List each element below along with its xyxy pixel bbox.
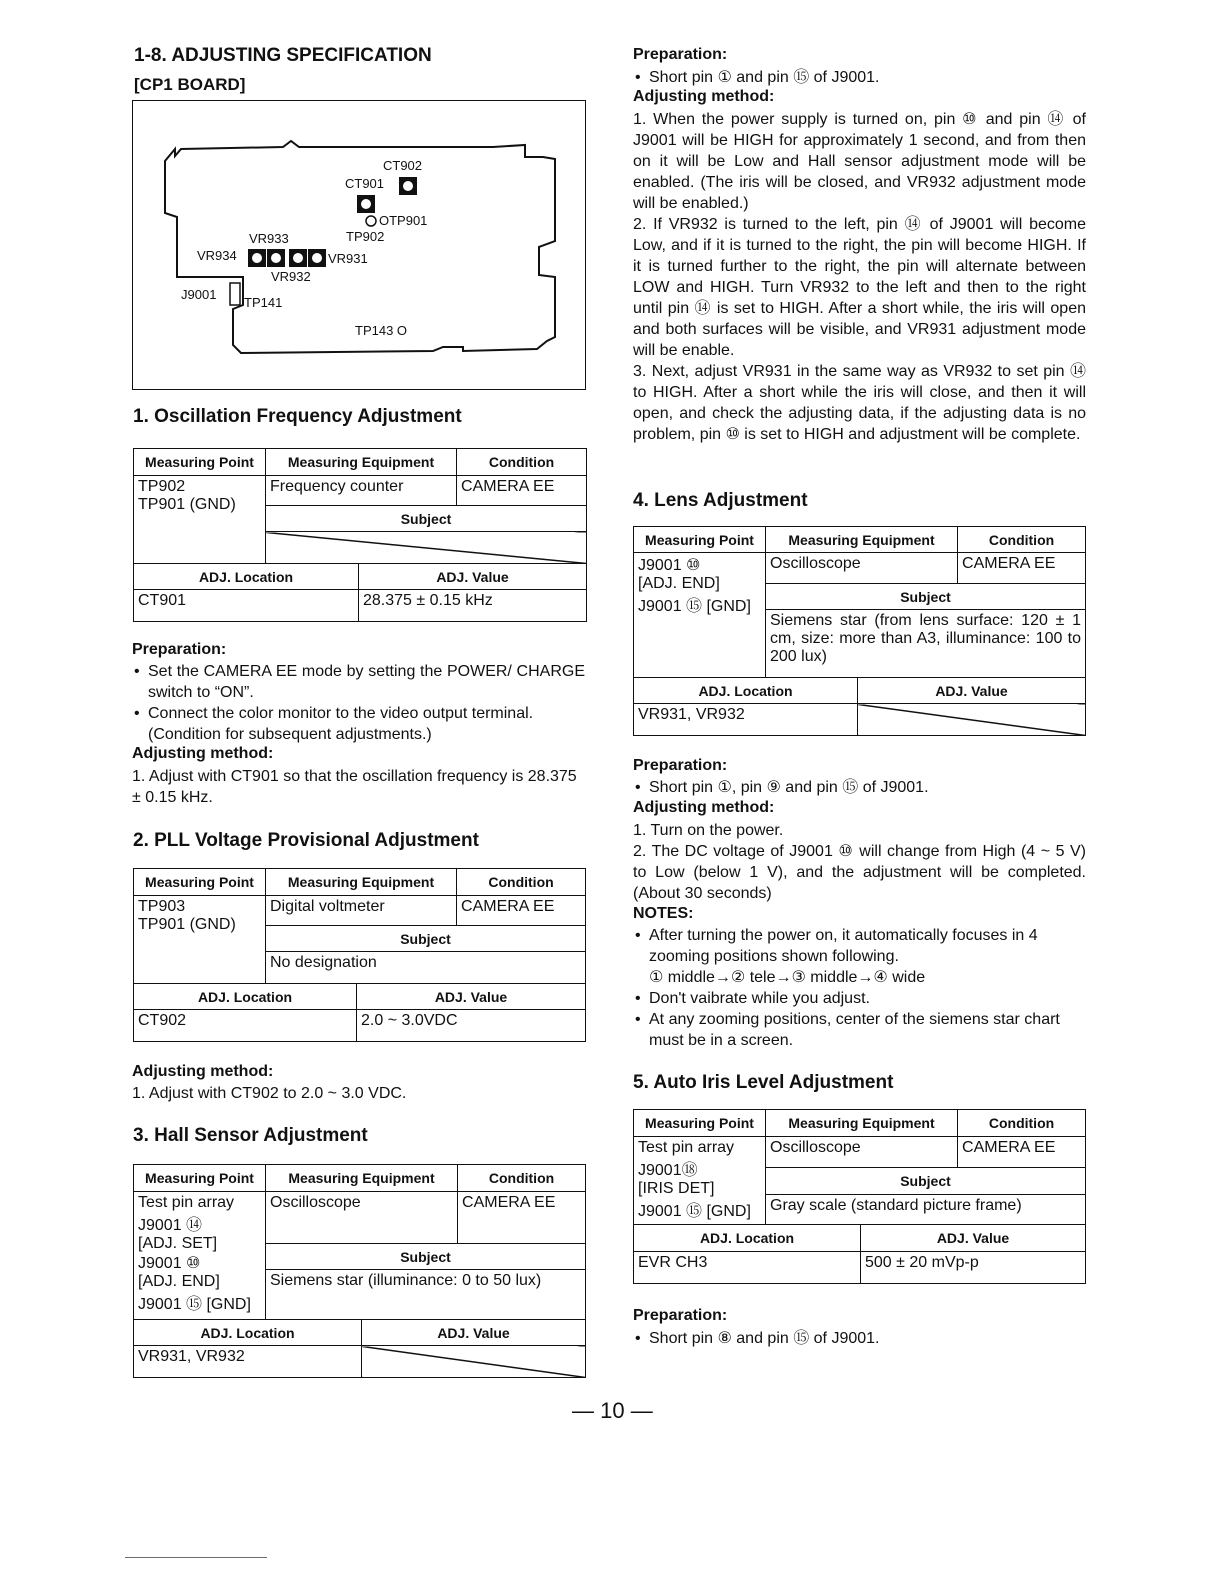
- label-vr932: VR932: [271, 269, 311, 284]
- hdr-measuring-equipment: Measuring Equipment: [266, 869, 457, 896]
- hdr-adj-value: ADJ. Value: [362, 1320, 586, 1346]
- s4-table: [633, 526, 1086, 736]
- s4-equipment: Oscilloscope: [766, 553, 958, 584]
- s4-method-1: 1. Turn on the power.: [633, 822, 784, 839]
- s4-condition: CAMERA EE: [958, 553, 1086, 584]
- s1-table: [133, 448, 587, 622]
- hdr-condition: Condition: [457, 449, 587, 476]
- s3-method-2: 2. If VR932 is turned to the left, pin ⑭ of J9001 will become Low, and if it is turned to the right, the pin will become HIGH. If it is turned further to the right, the pin will alternate between LOW and HIGH. Turn VR932 to the left and then to the right until pin ⑭ is set to HIGH. After a short while, the iris will open and both surfaces will be visible, and VR931 adjustment mode will be enable.: [633, 216, 1086, 359]
- footer-rule: [125, 1557, 267, 1558]
- hdr-adj-value: ADJ. Value: [357, 984, 586, 1010]
- s1-prep-label: Preparation:: [132, 641, 227, 658]
- hdr-measuring-equipment: Measuring Equipment: [266, 449, 457, 476]
- s4-note-3: • At any zooming positions, center of the siemens star chart must be in a screen.: [633, 1009, 1086, 1051]
- s5-prep-bullet: • Short pin ⑧ and pin ⑮ of J9001.: [633, 1328, 1086, 1349]
- label-tp901: OTP901: [379, 213, 428, 228]
- s3-prep-bullet: • Short pin ① and pin ⑮ of J9001.: [633, 67, 1086, 88]
- hdr-adj-value: ADJ. Value: [861, 1225, 1086, 1252]
- hdr-measuring-equipment: Measuring Equipment: [766, 527, 958, 553]
- s2-value: 2.0 ~ 3.0VDC: [357, 1010, 586, 1042]
- s5-title: 5. Auto Iris Level Adjustment: [633, 1072, 894, 1093]
- s1-title: 1. Oscillation Frequency Adjustment: [133, 406, 462, 427]
- section-title: 1-8. ADJUSTING SPECIFICATION: [134, 45, 432, 66]
- s2-point: TP903 TP901 (GND): [134, 896, 266, 984]
- label-vr934: VR934: [197, 248, 237, 263]
- s3-equipment: Oscilloscope: [266, 1192, 458, 1244]
- hdr-measuring-equipment: Measuring Equipment: [766, 1110, 958, 1137]
- hdr-measuring-point: Measuring Point: [134, 869, 266, 896]
- s1-value: 28.375 ± 0.15 kHz: [359, 590, 587, 622]
- s3-method-list: [633, 109, 1086, 445]
- s4-note-2: • Don't vaibrate while you adjust.: [633, 988, 1086, 1009]
- s5-condition: CAMERA EE: [958, 1137, 1086, 1168]
- hdr-measuring-point: Measuring Point: [134, 449, 266, 476]
- hdr-condition: Condition: [958, 1110, 1086, 1137]
- label-ct902: CT902: [383, 158, 423, 173]
- board-outline: [133, 101, 587, 391]
- s3-value: [362, 1346, 586, 1378]
- hdr-adj-location: ADJ. Location: [634, 678, 858, 704]
- hdr-subject: Subject: [266, 926, 586, 952]
- label-tp143: TP143 O: [355, 323, 408, 338]
- label-tp141: TP141: [244, 295, 283, 310]
- s3-table: [133, 1164, 586, 1378]
- s5-prep-label: Preparation:: [633, 1307, 728, 1324]
- s1-point: TP902 TP901 (GND): [134, 476, 266, 564]
- s1-location: CT901: [134, 590, 359, 622]
- s4-prep-1: [633, 777, 1086, 798]
- s3-prep-label: Preparation:: [633, 46, 728, 63]
- s5-point: Test pin array J9001⑱ [IRIS DET] J9001 ⑮ [GND]: [634, 1137, 766, 1225]
- board-label: [CP1 BOARD]: [134, 75, 246, 94]
- hdr-subject: Subject: [266, 506, 587, 532]
- s4-notes-label: NOTES:: [633, 905, 694, 922]
- s4-method-list: [633, 820, 1086, 904]
- s4-value: [858, 704, 1086, 736]
- s4-point: J9001 ⑩ [ADJ. END] J9001 ⑮ [GND]: [634, 553, 766, 678]
- s1-method-1: 1. Adjust with CT901 so that the oscillation frequency is 28.375 ± 0.15 kHz.: [132, 768, 577, 806]
- s2-subject: No designation: [266, 952, 586, 984]
- s4-location: VR931, VR932: [634, 704, 858, 736]
- s1-condition: CAMERA EE: [457, 476, 587, 506]
- s4-prep-bullet: • Short pin ①, pin ⑨ and pin ⑮ of J9001.: [633, 777, 1086, 798]
- page-number: — 10 —: [572, 1398, 653, 1423]
- s2-method-label: Adjusting method:: [132, 1063, 274, 1080]
- s1-prep-2: • Connect the color monitor to the video output terminal. (Condition for subsequent adjustments.): [132, 703, 585, 745]
- s2-equipment: Digital voltmeter: [266, 896, 457, 926]
- hdr-adj-location: ADJ. Location: [134, 564, 359, 590]
- s4-title: 4. Lens Adjustment: [633, 490, 808, 511]
- s3-method-3: 3. Next, adjust VR931 in the same way as VR932 to set pin ⑭ to HIGH. After a short while the iris will close, and then it will open, and check the adjusting data, if the adjusting data is no problem, pin ⑩ is set to HIGH and adjustment will be complete.: [633, 363, 1086, 443]
- s2-location: CT902: [134, 1010, 357, 1042]
- s5-subject: Gray scale (standard picture frame): [766, 1195, 1086, 1225]
- hdr-adj-value: ADJ. Value: [359, 564, 587, 590]
- s5-location: EVR CH3: [634, 1252, 861, 1284]
- label-j9001: J9001: [181, 287, 217, 302]
- s3-method-1: 1. When the power supply is turned on, pin ⑩ and pin ⑭ of J9001 will be HIGH for approximately 1 second, and from then on it will be Low and Hall sensor adjustment mode will be enabled. (The iris will be closed, and VR932 adjustment mode will be enabled.): [633, 111, 1086, 212]
- hdr-subject: Subject: [766, 584, 1086, 610]
- hdr-subject: Subject: [266, 1244, 586, 1270]
- s1-prep-1: • Set the CAMERA EE mode by setting the POWER/ CHARGE switch to “ON”.: [132, 661, 585, 703]
- hdr-measuring-point: Measuring Point: [634, 527, 766, 553]
- s3-prep-1: [633, 67, 1086, 88]
- s3-title: 3. Hall Sensor Adjustment: [133, 1125, 368, 1146]
- s2-title: 2. PLL Voltage Provisional Adjustment: [133, 830, 479, 851]
- hdr-adj-location: ADJ. Location: [134, 984, 357, 1010]
- s4-method-label: Adjusting method:: [633, 799, 775, 816]
- hdr-adj-location: ADJ. Location: [634, 1225, 861, 1252]
- s2-method-1: 1. Adjust with CT902 to 2.0 ~ 3.0 VDC.: [132, 1085, 407, 1102]
- hdr-condition: Condition: [458, 1165, 586, 1192]
- hdr-subject: Subject: [766, 1168, 1086, 1195]
- s1-method-label: Adjusting method:: [132, 745, 274, 762]
- hdr-measuring-equipment: Measuring Equipment: [266, 1165, 458, 1192]
- s5-equipment: Oscilloscope: [766, 1137, 958, 1168]
- s1-equipment: Frequency counter: [266, 476, 457, 506]
- s4-method-2: 2. The DC voltage of J9001 ⑩ will change from High (4 ~ 5 V) to Low (below 1 V), and the adjustment will be completed. (About 30 seconds): [633, 843, 1086, 902]
- hdr-condition: Condition: [958, 527, 1086, 553]
- s3-method-label: Adjusting method:: [633, 88, 775, 105]
- s3-subject: Siemens star (illuminance: 0 to 50 lux): [266, 1270, 586, 1320]
- s3-condition: CAMERA EE: [458, 1192, 586, 1244]
- label-vr931: VR931: [328, 251, 368, 266]
- s1-subject: [266, 532, 587, 564]
- s3-point: Test pin array J9001 ⑭ [ADJ. SET] J9001 ⑩ [ADJ. END] J9001 ⑮ [GND]: [134, 1192, 266, 1320]
- hdr-measuring-point: Measuring Point: [634, 1110, 766, 1137]
- s4-notes-list: [633, 925, 1086, 1051]
- s3-location: VR931, VR932: [134, 1346, 362, 1378]
- s5-prep-1: [633, 1328, 1086, 1349]
- s4-subject: Siemens star (from lens surface: 120 ± 1 cm, size: more than A3, illuminance: 100 to 200 lux): [766, 610, 1086, 678]
- board-diagram: [132, 100, 586, 390]
- hdr-measuring-point: Measuring Point: [134, 1165, 266, 1192]
- s5-table: [633, 1109, 1086, 1284]
- label-vr933: VR933: [249, 231, 289, 246]
- hdr-condition: Condition: [457, 869, 586, 896]
- s2-table: [133, 868, 586, 1042]
- s5-value: 500 ± 20 mVp-p: [861, 1252, 1086, 1284]
- s4-prep-label: Preparation:: [633, 757, 728, 774]
- s4-note-1: • After turning the power on, it automatically focuses in 4 zooming positions shown following. ① middle→② tele→③ middle→④ wide: [633, 925, 1086, 988]
- hdr-adj-value: ADJ. Value: [858, 678, 1086, 704]
- label-ct901: CT901: [345, 176, 385, 191]
- label-tp902: TP902: [346, 229, 385, 244]
- s1-prep-list: [132, 661, 585, 745]
- hdr-adj-location: ADJ. Location: [134, 1320, 362, 1346]
- s2-condition: CAMERA EE: [457, 896, 586, 926]
